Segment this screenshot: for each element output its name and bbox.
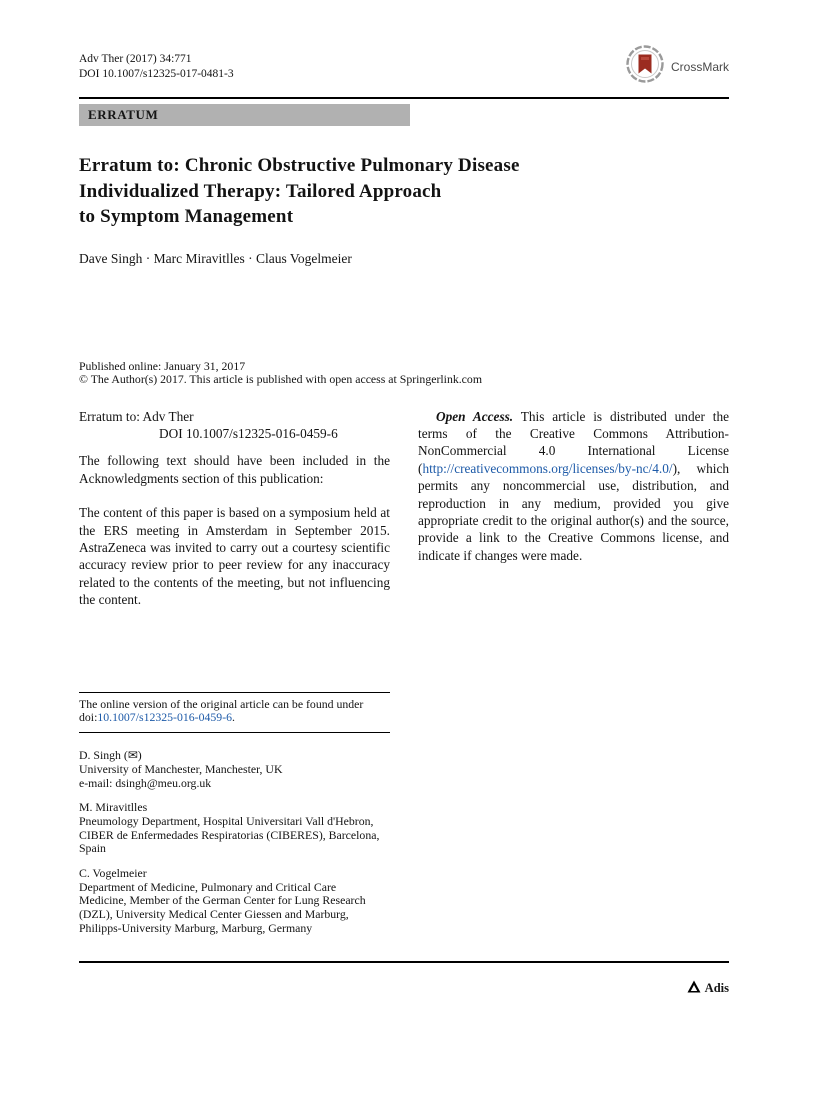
affiliation-email: e-mail: dsingh@meu.org.uk <box>79 775 212 790</box>
affiliation-author-name: M. Miravitlles <box>79 800 148 815</box>
affiliation-miravitlles <box>79 801 385 856</box>
erratum-badge <box>79 104 410 126</box>
article-title <box>79 153 729 230</box>
article-doi: DOI 10.1007/s12325-017-0481-3 <box>79 68 234 80</box>
footnote-text-end: . <box>232 710 235 725</box>
erratum-to-label: Erratum to: Adv Ther <box>79 408 194 424</box>
erratum-reference <box>79 408 390 443</box>
header-rule <box>79 97 729 99</box>
open-access-lead: Open Access. <box>436 408 514 424</box>
crossmark-badge[interactable] <box>625 44 729 89</box>
creative-commons-link[interactable]: http://creativecommons.org/licenses/by-nc/4.0/ <box>422 460 673 476</box>
footer-rule <box>79 961 729 963</box>
publication-info <box>79 360 729 387</box>
header-citation-block <box>79 52 234 82</box>
author-affiliations <box>79 749 385 935</box>
affiliation-institution: Pneumology Department, Hospital Universitari Vall d'Hebron, CIBER de Enfermedades Respiratorias (CIBERES), Barcelona, Spain <box>79 813 380 856</box>
erratum-to-doi: DOI 10.1007/s12325-016-0459-6 <box>159 425 338 441</box>
crossmark-label: CrossMark <box>670 59 729 74</box>
affiliation-institution: University of Manchester, Manchester, UK <box>79 761 283 776</box>
journal-citation: Adv Ther (2017) 34:771 <box>79 53 192 65</box>
title-line-2: Individualized Therapy: Tailored Approach <box>79 180 442 202</box>
affiliation-author-name: D. Singh (✉) <box>79 748 142 763</box>
affiliation-institution: Department of Medicine, Pulmonary and Critical Care Medicine, Member of the German Center for Lung Research (DZL), University Medical Center Giessen and Marburg, Philipps-University Marburg, Marburg, Germany <box>79 879 366 935</box>
title-line-3: to Symptom Management <box>79 206 294 227</box>
adis-logo-label: Adis <box>704 981 729 996</box>
affiliation-singh <box>79 749 385 790</box>
right-column <box>418 408 729 626</box>
header <box>79 52 729 89</box>
author-list: Dave Singh · Marc Miravitlles · Claus Vogelmeier <box>79 250 352 266</box>
original-article-doi-link[interactable]: 10.1007/s12325-016-0459-6 <box>97 710 233 725</box>
copyright-line: © The Author(s) 2017. This article is published with open access at Springerlink.com <box>79 372 482 386</box>
affiliation-author-name: C. Vogelmeier <box>79 866 147 881</box>
body-paragraph-2: The content of this paper is based on a symposium held at the ERS meeting in Amsterdam in September 2015. AstraZeneca was invited to carry out a courtesy scientific accuracy review prior to peer review for any inaccuracy related to the contents of the meeting, but not influencing the content. <box>79 505 390 608</box>
body-paragraph-1: The following text should have been included in the Acknowledgments section of this publication: <box>79 453 390 486</box>
title-line-1: Erratum to: Chronic Obstructive Pulmonary Disease <box>79 155 520 176</box>
published-online-date: Published online: January 31, 2017 <box>79 358 246 373</box>
footer <box>79 980 729 998</box>
open-access-text-after-link: ), which permits any noncommercial use, distribution, and reproduction in any medium, provided you give appropriate credit to the original author(s) and the source, provide a link to the Creative Commons license, and indicate if changes were made. <box>418 460 729 563</box>
crossmark-icon <box>625 44 665 89</box>
affiliation-vogelmeier <box>79 867 385 936</box>
left-column <box>79 408 390 626</box>
open-access-text-before-link: This article is distributed under the terms of the Creative Commons Attribution-NonCommercial 4.0 International License ( <box>418 408 729 476</box>
footnote-text: The online version of the original article can be found under doi: <box>79 696 364 725</box>
open-access-paragraph <box>418 408 729 565</box>
adis-logo-icon <box>687 980 701 998</box>
article-body <box>79 408 729 626</box>
erratum-badge-label: ERRATUM <box>88 107 159 122</box>
original-article-footnote <box>79 692 390 734</box>
